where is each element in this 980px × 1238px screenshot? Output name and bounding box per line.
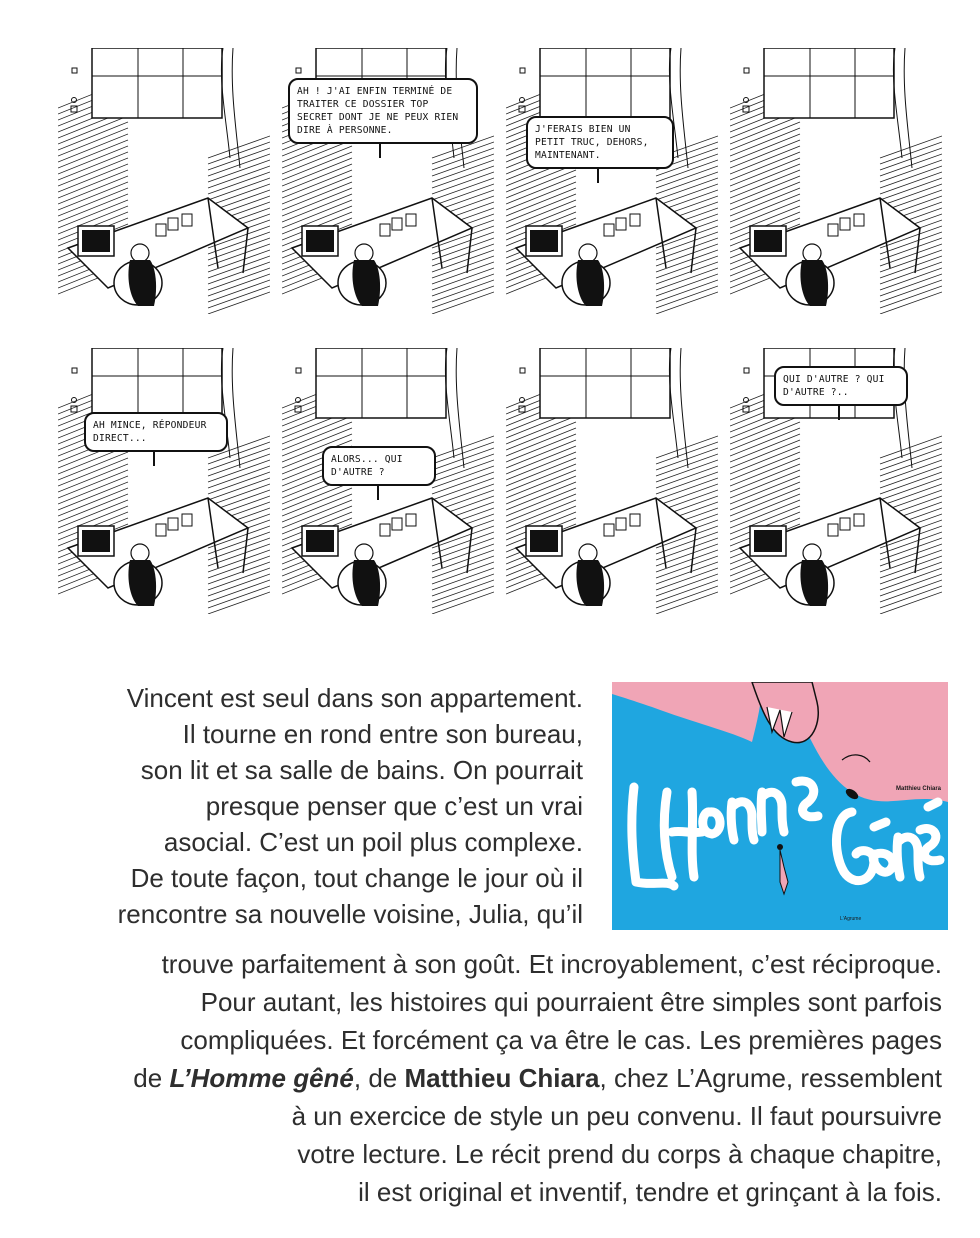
book-title: L’Homme gêné <box>169 1063 354 1093</box>
review-text: , chez L’Agrume, ressemblent <box>599 1063 942 1093</box>
cover-publisher: L'Agrume <box>840 916 862 922</box>
review-line-book <box>133 1060 942 1096</box>
comic-panel <box>282 48 494 314</box>
review-line: il est original et inventif, tendre et grinçant à la fois. <box>358 1177 942 1207</box>
review-line: compliquées. Et forcément ça va être le cas. Les premières pages <box>180 1025 942 1055</box>
cover-author: Matthieu Chiara <box>896 786 942 792</box>
cover-illustration <box>612 682 948 930</box>
comic-panel <box>730 48 942 314</box>
comic-panel <box>506 348 718 614</box>
comic-panel <box>58 348 270 614</box>
review-line: Il tourne en rond entre son bureau, <box>182 719 583 749</box>
comic-panel <box>58 48 270 314</box>
comic-panel <box>506 48 718 314</box>
review-text: , de <box>353 1063 405 1093</box>
review-line: son lit et sa salle de bains. On pourrait <box>140 755 583 785</box>
comic-panel <box>282 348 494 614</box>
review-line: à un exercice de style un peu convenu. Il faut poursuivre <box>291 1101 942 1131</box>
review-text-wrapped <box>23 680 583 940</box>
review-line: rencontre sa nouvelle voisine, Julia, qu’il <box>117 899 583 929</box>
book-cover-image <box>612 682 948 930</box>
speech-bubble: AH ! J'AI ENFIN TERMINÉ DE TRAITER CE DOSSIER TOP SECRET DONT JE NE PEUX RIEN DIRE À PERSONNE. <box>288 78 478 144</box>
review-line: De toute façon, tout change le jour où il <box>130 863 583 893</box>
review-line: presque penser que c’est un vrai <box>205 791 583 821</box>
comic-strip <box>58 48 938 614</box>
review-line: asocial. C’est un poil plus complexe. <box>163 827 583 857</box>
author-name: Matthieu Chiara <box>404 1063 600 1093</box>
speech-bubble: QUI D'AUTRE ? QUI D'AUTRE ?.. <box>774 366 908 406</box>
speech-bubble: AH MINCE, RÉPONDEUR DIRECT... <box>84 412 228 452</box>
review-line: trouve parfaitement à son goût. Et incroyablement, c’est réciproque. <box>161 949 942 979</box>
comic-panel <box>730 348 942 614</box>
speech-bubble: ALORS... QUI D'AUTRE ? <box>322 446 436 486</box>
review-line: Pour autant, les histoires qui pourraient être simples sont parfois <box>200 987 942 1017</box>
review-text-full <box>22 946 942 1226</box>
speech-bubble: J'FERAIS BIEN UN PETIT TRUC, DEHORS, MAINTENANT. <box>526 116 674 169</box>
review-text: de <box>133 1063 170 1093</box>
review-line: votre lecture. Le récit prend du corps à chaque chapitre, <box>297 1139 942 1169</box>
review-line: Vincent est seul dans son appartement. <box>126 683 583 713</box>
